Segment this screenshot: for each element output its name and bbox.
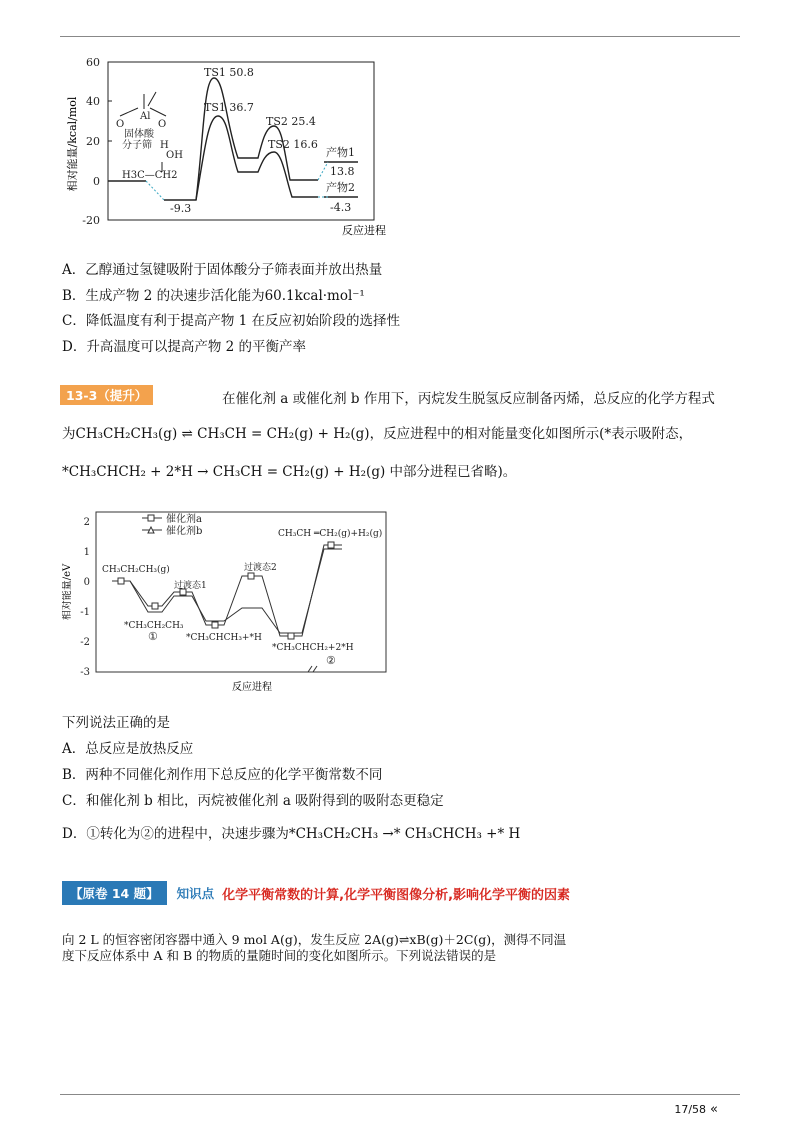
ads2-label: *CH₃CHCH₃+*H (186, 633, 262, 643)
adsorption-structure (116, 111, 183, 181)
energy-profile-figure-2 (62, 500, 392, 696)
y-tick: 20 (86, 135, 100, 148)
y-tick: -1 (80, 607, 90, 618)
svg-text:Al: Al (140, 111, 151, 122)
footer-rule (60, 1094, 740, 1095)
svg-text:O: O (158, 119, 167, 130)
circle-2: ② (326, 654, 336, 667)
legend-catalyst-a: 催化剂a (166, 514, 202, 525)
y-tick: -3 (80, 667, 90, 678)
page-number (674, 1102, 718, 1117)
y-tick: 0 (93, 175, 100, 188)
ts1-lower-label: TS1 36.7 (204, 101, 254, 114)
option-c: C．和催化剂 b 相比，丙烷被催化剂 a 吸附得到的吸附态更稳定 (62, 793, 444, 809)
y-tick: 2 (83, 517, 90, 528)
q13-3-intro: 在催化剂 a 或催化剂 b 作用下，丙烷发生脱氢反应制备丙烯，总反应的化学方程式 (222, 391, 715, 407)
svg-text:OH: OH (166, 150, 183, 161)
svg-text:H: H (160, 140, 169, 151)
knowledge-topics: 化学平衡常数的计算,化学平衡图像分析,影响化学平衡的因素 (222, 887, 571, 903)
y-axis-label: 相对能量/kcal/mol (66, 96, 79, 192)
circle-1: ① (148, 630, 158, 643)
header-rule (60, 36, 740, 37)
y-axis-label: 相对能量/eV (62, 563, 73, 621)
energy-profile-figure-1 (62, 54, 392, 244)
y-tick: 60 (86, 56, 100, 69)
option-b: B．两种不同催化剂作用下总反应的化学平衡常数不同 (62, 767, 383, 783)
option-d: D．升高温度可以提高产物 2 的平衡产率 (62, 339, 306, 355)
ads3-label: *CH₃CHCH₂+2*H (272, 643, 354, 653)
product1-label: 产物1 (326, 146, 355, 159)
y-tick: -2 (80, 637, 90, 648)
svg-text:O: O (116, 119, 125, 130)
option-c: C．降低温度有利于提高产物 1 在反应初始阶段的选择性 (62, 313, 401, 329)
reactant-label: CH₃CH₂CH₃(g) (102, 565, 170, 575)
q13-3-question: 下列说法正确的是 (62, 715, 170, 731)
svg-text:分子筛: 分子筛 (122, 140, 152, 151)
svg-text:H3C—CH2: H3C—CH2 (122, 170, 178, 181)
product-label: CH₃CH ═CH₂(g)+H₂(g) (278, 529, 383, 539)
option-d: D．①转化为②的进程中，决速步骤为*CH₃CH₂CH₃ →* CH₃CHCH₃ +* H (62, 826, 521, 842)
ads1-label: *CH₃CH₂CH₃ (124, 621, 184, 631)
y-tick: 0 (83, 577, 90, 588)
chevron-left-icon: « (710, 1102, 718, 1117)
x-axis-label: 反应进程 (342, 224, 386, 237)
ts2-label: 过渡态2 (244, 563, 277, 573)
y-tick: -20 (82, 214, 100, 227)
ts2-upper-label: TS2 25.4 (266, 115, 316, 128)
knowledge-point-label: 知识点 (176, 886, 215, 901)
legend-catalyst-b: 催化剂b (166, 526, 203, 537)
ts1-upper-label: TS1 50.8 (204, 66, 254, 79)
ts1-label: 过渡态1 (174, 581, 207, 591)
adsorbed-value: -9.3 (170, 202, 192, 215)
q14-stem-line1: 向 2 L 的恒容密闭容器中通入 9 mol A(g)，发生反应 2A(g)⇌xB(g)＋2C(g)，测得不同温 (62, 932, 567, 947)
q14-stem-line2: 度下反应体系中 A 和 B 的物质的量随时间的变化如图所示。下列说法错误的是 (62, 948, 497, 963)
y-tick: 40 (86, 95, 100, 108)
question-tag: 13-3（提升） (60, 385, 153, 405)
q13-3-equation: 为CH₃CH₂CH₃(g) ⇌ CH₃CH = CH₂(g) + H₂(g)，反应进程中的相对能量变化如图所示(*表示吸附态， (62, 426, 693, 442)
q14-label: 【原卷 14 题】 (62, 881, 167, 905)
option-b: B．生成产物 2 的决速步活化能为60.1kcal·mol⁻¹ (62, 288, 365, 304)
svg-text:固体酸: 固体酸 (124, 129, 154, 140)
product2-label: 产物2 (326, 181, 355, 194)
q14-header (62, 882, 582, 904)
product1-value: 13.8 (330, 165, 355, 178)
x-axis-label: 反应进程 (232, 682, 272, 693)
q13-3-equation-2: *CH₃CHCH₂ + 2*H → CH₃CH = CH₂(g) + H₂(g) 中部分进程已省略)。 (62, 464, 517, 480)
option-a: A．总反应是放热反应 (62, 741, 194, 757)
ts2-lower-label: TS2 16.6 (268, 138, 318, 151)
product2-value: -4.3 (330, 201, 352, 214)
option-a: A．乙醇通过氢键吸附于固体酸分子筛表面并放出热量 (62, 262, 383, 278)
page-indicator: 17/58 (674, 1103, 707, 1116)
y-tick: 1 (83, 547, 90, 558)
